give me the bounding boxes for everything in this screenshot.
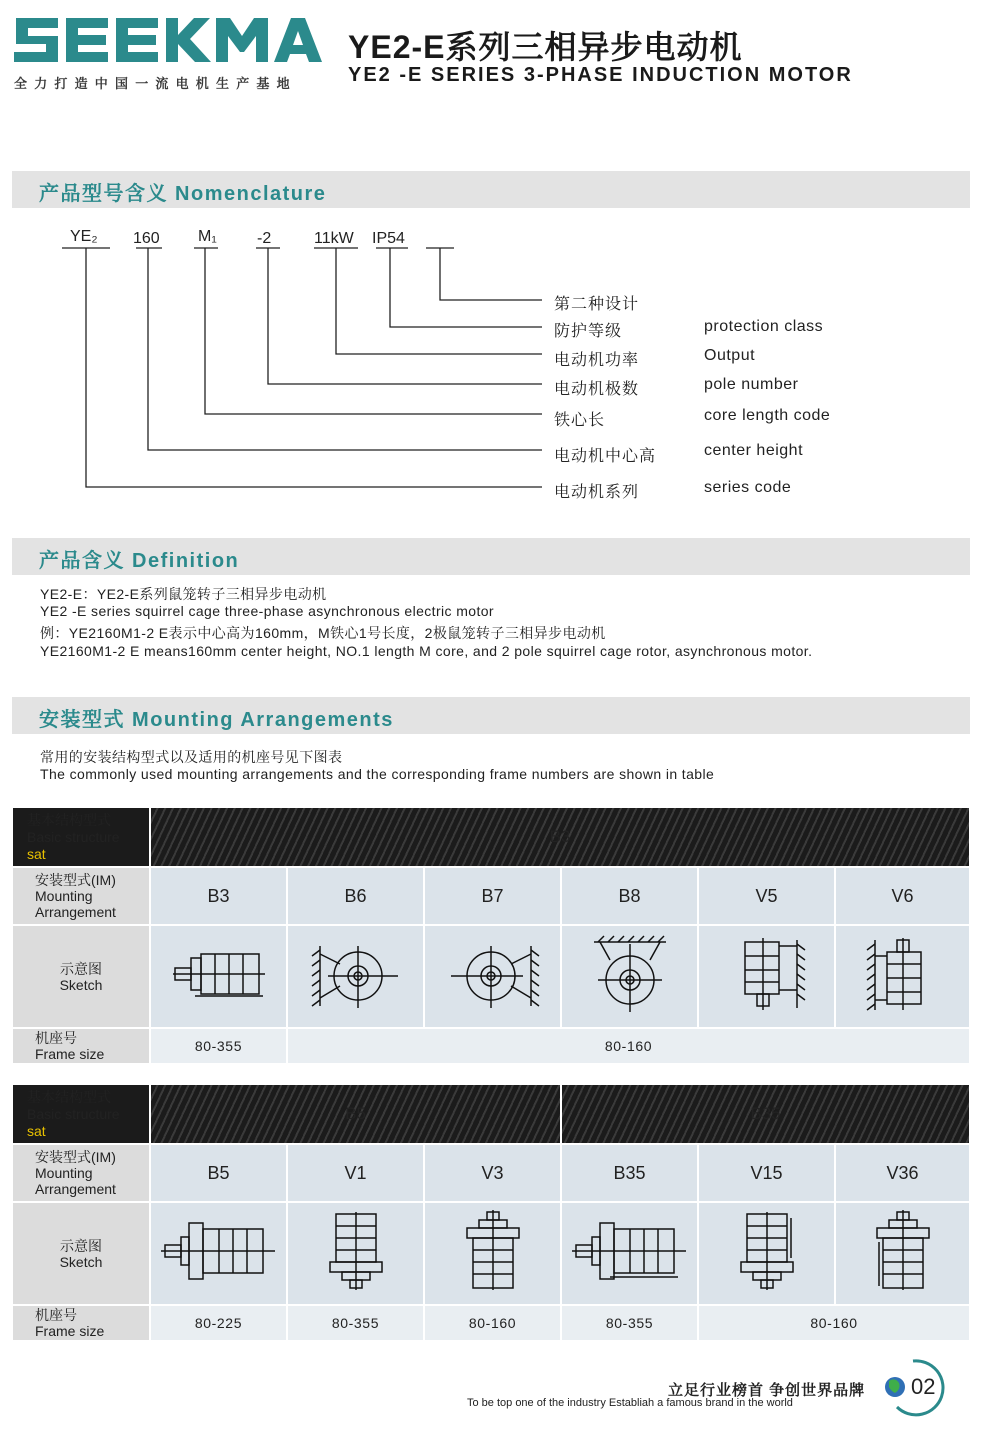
im-label-cn: 安装型式(IM) — [35, 1149, 116, 1165]
sketch-b3 — [150, 925, 287, 1028]
sketch-b6 — [287, 925, 424, 1028]
basic-structure-label — [13, 808, 150, 867]
nomenclature-item-cn: 电动机中心高 — [554, 448, 657, 465]
motor-sketch-icon — [443, 1210, 543, 1292]
arrangement-cell: V36 — [835, 1144, 970, 1202]
arrangement-cell: V6 — [835, 867, 970, 925]
frame-size-cell: 80-160 — [287, 1028, 970, 1064]
page-number-text: 02 — [911, 1374, 936, 1399]
arrangement-cell: B8 — [561, 867, 698, 925]
sketch-b35 — [561, 1202, 698, 1305]
page-number — [883, 1357, 953, 1417]
sketch-v5 — [698, 925, 835, 1028]
im-label-cn: 安装型式(IM) — [35, 872, 116, 888]
arrangement-cell: V1 — [287, 1144, 424, 1202]
nomenclature-item-en: Output — [704, 347, 756, 364]
code-part-poles: -2 — [257, 230, 272, 247]
arrangement-cell: V15 — [698, 1144, 835, 1202]
basic-structure-sat: sat — [27, 845, 46, 862]
im-label-en: Arrangement — [35, 1181, 116, 1197]
frame-size-label — [13, 1028, 150, 1064]
basic-structure-en: Basic structure — [27, 828, 120, 845]
code-part-height: 160 — [133, 230, 160, 247]
frame-size-label — [13, 1305, 150, 1341]
nomenclature-item-cn: 电动机功率 — [554, 352, 640, 369]
definition-line: YE2-E：YE2-E系列鼠笼转子三相异步电动机 — [40, 586, 327, 602]
sketch-b5 — [150, 1202, 287, 1305]
motor-sketch-icon — [717, 1210, 817, 1292]
frame-size-cell: 80-225 — [150, 1305, 287, 1341]
arrangement-cell: V5 — [698, 867, 835, 925]
frame-size-cn: 机座号 — [35, 1307, 77, 1323]
motor-sketch-icon — [570, 1211, 690, 1291]
sketch-label-en: Sketch — [59, 976, 103, 993]
arrangement-cell: B5 — [150, 1144, 287, 1202]
nomenclature-item-en: center height — [704, 442, 804, 459]
mounting-intro-cn: 常用的安装结构型式以及适用的机座号见下图表 — [40, 749, 343, 765]
basic-structure-value: B3 — [150, 808, 970, 867]
frame-size-cell: 80-355 — [150, 1028, 287, 1064]
basic-structure-sat: sat — [27, 1122, 46, 1139]
mounting-section-bar — [12, 697, 970, 734]
im-label — [13, 867, 150, 925]
sketch-b7 — [424, 925, 561, 1028]
sketch-v3 — [424, 1202, 561, 1305]
nomenclature-item-cn: 防护等级 — [554, 323, 623, 340]
basic-structure-label — [13, 1085, 150, 1144]
nomenclature-title: 产品型号含义 Nomenclature — [39, 183, 327, 205]
arrangement-cell: B35 — [561, 1144, 698, 1202]
basic-structure-cn: 基本结构型式 — [27, 1088, 111, 1105]
frame-size-cell: 80-355 — [561, 1305, 698, 1341]
motor-sketch-icon — [717, 934, 817, 1014]
nomenclature-item-en: protection class — [704, 318, 824, 335]
frame-size-cell: 80-160 — [424, 1305, 561, 1341]
definition-section-bar — [12, 538, 970, 575]
sketch-v36 — [835, 1202, 970, 1305]
nomenclature-item-en: pole number — [704, 376, 799, 393]
im-label — [13, 1144, 150, 1202]
motor-sketch-icon — [853, 1210, 953, 1292]
nomenclature-item-cn: 电动机极数 — [554, 381, 640, 398]
code-part-series: YE₂ — [70, 228, 98, 245]
mounting-intro-en: The commonly used mounting arrangements and the corresponding frame numbers are shown in table — [40, 766, 715, 782]
footer-slogan-cn: 立足行业榜首 争创世界品牌 — [668, 1382, 866, 1399]
sketch-label-en: Sketch — [59, 1253, 103, 1270]
definition-line: YE2 -E series squirrel cage three-phase asynchronous electric motor — [40, 603, 494, 619]
frame-size-cell: 80-160 — [698, 1305, 970, 1341]
code-part-protection: IP54 — [372, 230, 405, 247]
arrangement-cell: B6 — [287, 867, 424, 925]
page-title-en: YE2 -E SERIES 3-PHASE INDUCTION MOTOR — [348, 64, 853, 86]
frame-size-en: Frame size — [35, 1046, 105, 1062]
nomenclature-item-cn: 铁心长 — [554, 412, 606, 429]
sketch-v6 — [835, 925, 970, 1028]
sketch-label — [13, 925, 150, 1028]
basic-structure-cn: 基本结构型式 — [27, 811, 111, 828]
arrangement-cell: B7 — [424, 867, 561, 925]
motor-sketch-icon — [306, 934, 406, 1014]
code-part-output: 11kW — [314, 230, 354, 247]
frame-size-cn: 机座号 — [35, 1030, 77, 1046]
sketch-v15 — [698, 1202, 835, 1305]
mounting-table-b5-b35 — [13, 1085, 971, 1342]
nomenclature-item-cn: 第二种设计 — [554, 296, 640, 313]
mounting-table-b3 — [13, 808, 971, 1065]
code-part-core: M₁ — [198, 228, 217, 245]
page-title-cn: YE2-E系列三相异步电动机 — [348, 29, 743, 65]
frame-size-en: Frame size — [35, 1323, 105, 1339]
motor-sketch-icon — [443, 934, 543, 1014]
im-label-en: Mounting — [35, 1165, 93, 1181]
footer-slogan-en: To be top one of the industry Establiah a famous brand in the world — [467, 1397, 793, 1409]
arrangement-cell: B3 — [150, 867, 287, 925]
sketch-label — [13, 1202, 150, 1305]
frame-size-cell: 80-355 — [287, 1305, 424, 1341]
motor-sketch-icon — [169, 934, 269, 1014]
sketch-v1 — [287, 1202, 424, 1305]
definition-title: 产品含义 Definition — [39, 550, 240, 572]
nomenclature-item-en: series code — [704, 479, 792, 496]
im-label-en: Mounting — [35, 888, 93, 904]
brand-slogan: 全力打造中国一流电机生产基地 — [14, 76, 297, 91]
sketch-label-cn: 示意图 — [60, 960, 102, 977]
basic-structure-value: B5 — [150, 1085, 561, 1144]
sketch-label-cn: 示意图 — [60, 1237, 102, 1254]
definition-line: YE2160M1-2 E means160mm center height, NO.1 length M core, and 2 pole squirrel cage rotor, asynchronous motor. — [40, 643, 813, 659]
nomenclature-leader-lines — [0, 0, 990, 520]
basic-structure-en: Basic structure — [27, 1105, 120, 1122]
mounting-title: 安装型式 Mounting Arrangements — [39, 709, 394, 731]
motor-sketch-icon — [159, 1211, 279, 1291]
motor-sketch-icon — [580, 934, 680, 1014]
sketch-b8 — [561, 925, 698, 1028]
nomenclature-item-cn: 电动机系列 — [554, 484, 640, 501]
arrangement-cell: V3 — [424, 1144, 561, 1202]
motor-sketch-icon — [853, 934, 953, 1014]
definition-line: 例：YE2160M1-2 E表示中心高为160mm，M铁心1号长度，2极鼠笼转子三相异步电动机 — [40, 625, 606, 641]
nomenclature-item-en: core length code — [704, 407, 831, 424]
motor-sketch-icon — [306, 1210, 406, 1292]
im-label-en: Arrangement — [35, 904, 116, 920]
basic-structure-value: B35 — [561, 1085, 970, 1144]
